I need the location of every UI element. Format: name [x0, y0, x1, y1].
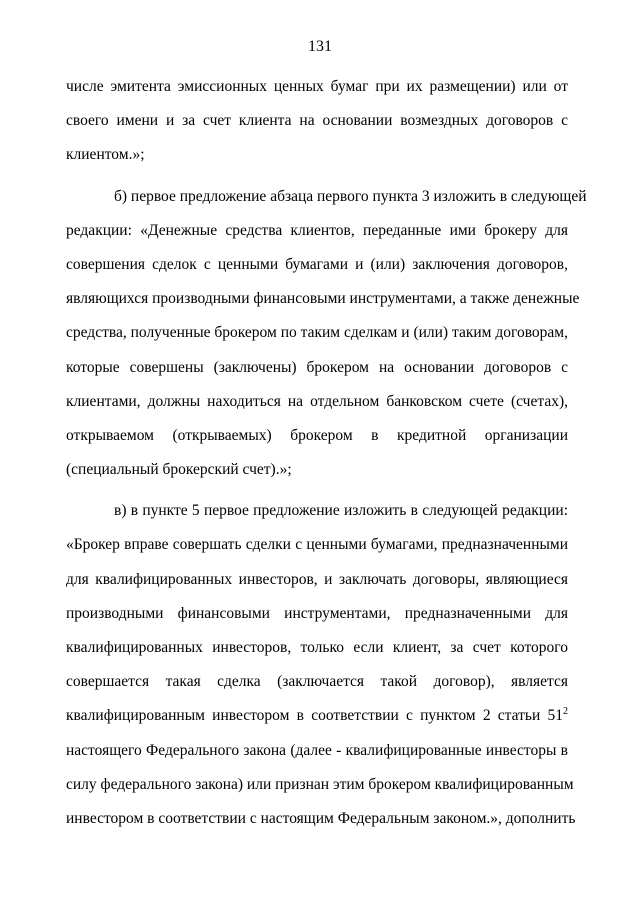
text-line: квалифицированных инвесторов, только если клиент, за счет которого — [66, 639, 568, 656]
text-line: для квалифицированных инвесторов, и заключать договоры, являющиеся — [66, 570, 568, 588]
text-line: в) в пункте 5 первое предложение изложить в следующей редакции: — [114, 502, 568, 520]
text-line: являющихся производными финансовыми инструментами, а также денежные — [66, 290, 580, 308]
text-line: открываемом (открываемых) брокером в кредитной организации — [66, 426, 568, 444]
text-line: своего имени и за счет клиента на основании возмездных договоров с — [66, 112, 568, 130]
text-line: клиентами, должны находиться на отдельном банковском счете (счетах), — [66, 392, 568, 410]
text-line: производными финансовыми инструментами, предназначенными для — [66, 604, 568, 622]
text-line: редакции: «Денежные средства клиентов, переданные ими брокеру для — [66, 221, 568, 239]
text-line: инвестором в соответствии с настоящим Федеральным законом.», дополнить — [66, 809, 576, 827]
text-line: которые совершены (заключены) брокером на основании договоров с — [66, 358, 568, 376]
text-line: совершается такая сделка (заключается такой договор), является — [66, 673, 568, 691]
page-number: 131 — [308, 38, 332, 55]
text-line: настоящего Федерального закона (далее - квалифицированные инвесторы в — [66, 741, 568, 759]
superscript: 2 — [563, 706, 568, 718]
text-line-with-superscript — [66, 699, 568, 733]
text-line: силу федерального закона) или признан этим брокером квалифицированным — [66, 775, 574, 793]
text-line: б) первое предложение абзаца первого пункта 3 изложить в следующей — [114, 187, 587, 205]
text-line: числе эмитента эмиссионных ценных бумаг при их размещении) или от — [66, 78, 568, 95]
text-line: совершения сделок с ценными бумагами и (или) заключения договоров, — [66, 255, 568, 273]
paragraph-gap — [66, 487, 568, 494]
document-body — [66, 70, 587, 836]
text-line-content: квалифицированным инвестором в соответствии с пунктом 2 статьи 51 — [66, 707, 563, 725]
text-line: средства, полученные брокером по таким сделкам и (или) таким договорам, — [66, 324, 568, 342]
paragraph-gap — [66, 173, 568, 180]
text-line: (специальный брокерский счет).»; — [66, 461, 292, 479]
text-line: клиентом.»; — [66, 146, 145, 164]
text-line: «Брокер вправе совершать сделки с ценными бумагами, предназначенными — [66, 536, 568, 554]
